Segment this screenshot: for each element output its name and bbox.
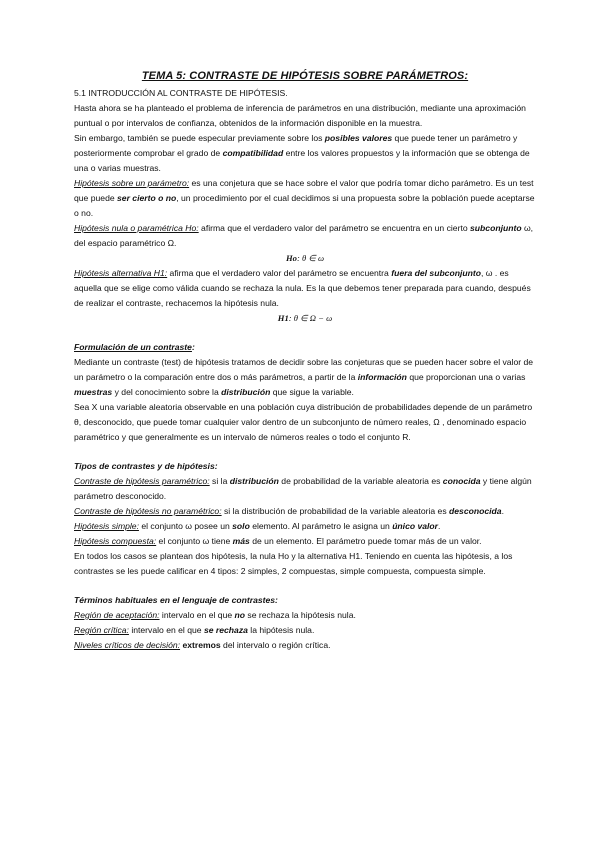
tipo-hipotesis-compuesta: Hipótesis compuesta: el conjunto ω tiene más de un elemento. El parámetro puede tomar más de un valor. xyxy=(74,536,482,546)
termino-region-critica: Región crítica: intervalo en el que se rechaza la hipótesis nula. xyxy=(74,625,315,635)
heading-formulacion: Formulación de un contraste: xyxy=(74,342,195,352)
tipos-paragraph-final: En todos los casos se plantean dos hipótesis, la nula Ho y la alternativa H1. Teniendo en cuenta las hipótesis, a los contrastes se les puede calificar en 4 tipos: 2 simples, 2 compuestas, simple compuesta, compuesta simple. xyxy=(74,551,513,576)
termino-niveles-criticos: Niveles críticos de decisión: extremos del intervalo o región crítica. xyxy=(74,640,331,650)
term-region-critica: Región crítica: xyxy=(74,625,129,635)
section-heading-5-1: 5.1 INTRODUCCIÓN AL CONTRASTE DE HIPÓTESIS. xyxy=(74,88,288,98)
definition-hipotesis-parametro: Hipótesis sobre un parámetro: es una conjetura que se hace sobre el valor que podría tomar dicho parámetro. Es un test que puede ser cierto o no, un procedimiento por el cual decidimos si una propuesta sobre la población puede aceptarse o no. xyxy=(74,178,535,218)
term-hipotesis-parametro: Hipótesis sobre un parámetro: xyxy=(74,178,190,188)
term-region-aceptacion: Región de aceptación: xyxy=(74,610,160,620)
term-hipotesis-nula: Hipótesis nula o paramétrica Ho: xyxy=(74,223,199,233)
intro-paragraph-2: Sin embargo, también se puede especular previamente sobre los posibles valores que puede tener un parámetro y posteriormente comprobar el grado de compatibilidad entre los valores propuestos y la información que se obtenga de una o varias muestras. xyxy=(74,133,530,173)
tipo-contraste-no-parametrico: Contraste de hipótesis no paramétrico: si la distribución de probabilidad de la variable aleatoria es desconocida. xyxy=(74,506,504,516)
heading-tipos: Tipos de contrastes y de hipótesis: xyxy=(74,461,218,471)
definition-hipotesis-nula: Hipótesis nula o paramétrica Ho: afirma que el verdadero valor del parámetro se encuentra en un cierto subconjunto ω, del espacio paramétrico Ω. xyxy=(74,223,534,248)
term-niveles-criticos: Niveles críticos de decisión: xyxy=(74,640,181,650)
formula-ho: Ho: θ ∈ ω xyxy=(285,253,325,263)
term-contraste-no-parametrico: Contraste de hipótesis no paramétrico: xyxy=(74,506,222,516)
intro-paragraph-1: Hasta ahora se ha planteado el problema de inferencia de parámetros en una distribución, mediante una aproximación puntual o por intervalos de confianza, obtenidos de la información disponible en la muestra. xyxy=(74,103,526,128)
page-title: TEMA 5: CONTRASTE DE HIPÓTESIS SOBRE PARÁMETROS: xyxy=(141,70,469,82)
term-hipotesis-simple: Hipótesis simple: xyxy=(74,521,139,531)
formulacion-paragraph-1: Mediante un contraste (test) de hipótesis tratamos de decidir sobre las conjeturas que se pueden hacer sobre el valor de un parámetro o la comparación entre dos o más parámetros, a partir de la información que proporcionan una o varias muestras y del conocimiento sobre la distribución que sigue la variable. xyxy=(74,357,534,397)
term-hipotesis-compuesta: Hipótesis compuesta: xyxy=(74,536,157,546)
term-hipotesis-alternativa: Hipótesis alternativa H1: xyxy=(74,268,168,278)
formula-h1: H1: θ ∈ Ω − ω xyxy=(277,313,333,323)
definition-hipotesis-alternativa: Hipótesis alternativa H1: afirma que el verdadero valor del parámetro se encuentra fuera del subconjunto, ω . es aquella que se elige como válida cuando se rechaza la nula. Es la que debemos tener preparada para cuando, después de realizar el contraste, rechacemos la hipótesis nula. xyxy=(74,268,531,308)
document-page xyxy=(74,70,536,653)
term-contraste-parametrico: Contraste de hipótesis paramétrico: xyxy=(74,476,210,486)
termino-region-aceptacion: Región de aceptación: intervalo en el que no se rechaza la hipótesis nula. xyxy=(74,610,356,620)
tipo-contraste-parametrico: Contraste de hipótesis paramétrico: si la distribución de probabilidad de la variable aleatoria es conocida y tiene algún parámetro desconocido. xyxy=(74,476,532,501)
tipo-hipotesis-simple: Hipótesis simple: el conjunto ω posee un solo elemento. Al parámetro le asigna un único valor. xyxy=(74,521,441,531)
heading-terminos: Términos habituales en el lenguaje de contrastes: xyxy=(74,595,278,605)
formulacion-paragraph-2: Sea X una variable aleatoria observable en una población cuya distribución de probabilidades depende de un parámetro θ, desconocido, que puede tomar cualquier valor dentro de un subconjunto de número reales, Ω , denominado espacio paramétrico y que generalmente es un intervalo de números reales o todo el conjunto R. xyxy=(74,402,533,442)
